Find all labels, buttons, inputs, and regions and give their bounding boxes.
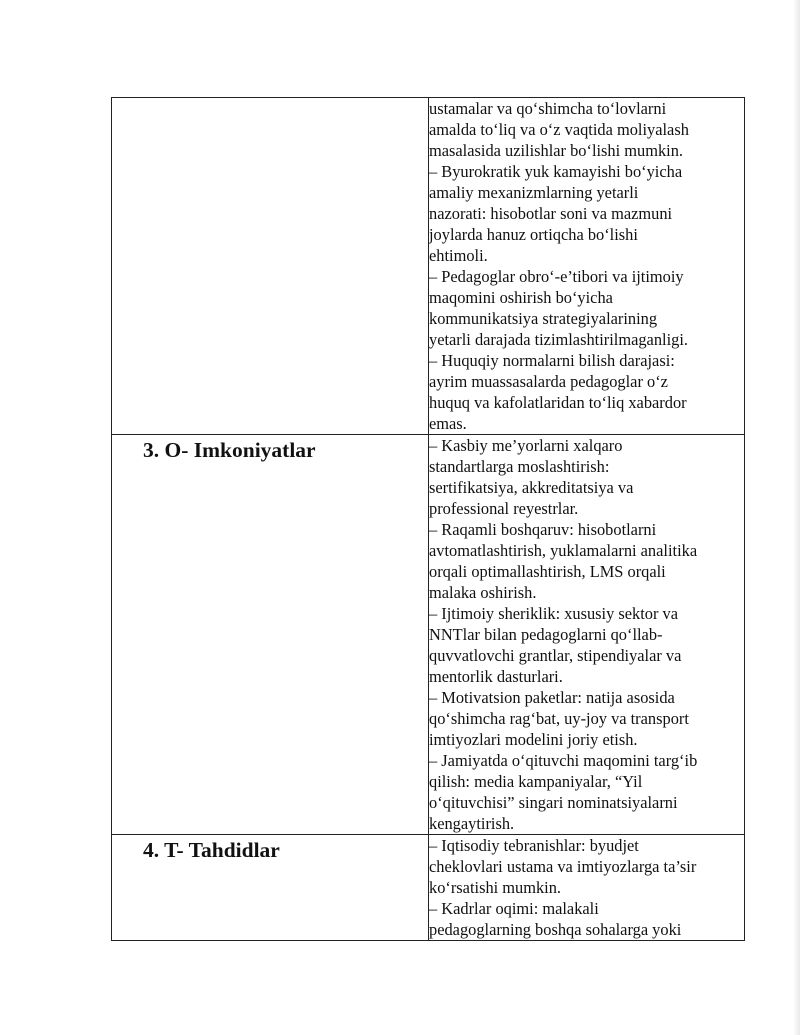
table-row-threats xyxy=(112,835,745,941)
text-line: – Huquqiy normalarni bilish darajasi: xyxy=(429,351,675,370)
description-cell xyxy=(429,835,745,941)
swot-table xyxy=(111,97,745,941)
category-heading: 3. O- Imkoniyatlar xyxy=(143,438,316,462)
category-heading: 4. T- Tahdidlar xyxy=(143,838,280,862)
category-heading xyxy=(112,98,428,100)
text-line: – Kasbiy me’yorlarni xalqaro xyxy=(429,436,623,455)
text-line: quvvatlovchi grantlar, stipendiyalar va xyxy=(429,646,682,665)
description-cell xyxy=(429,98,745,435)
text-line: huquq va kafolatlaridan to‘liq xabardor xyxy=(429,393,687,412)
category-cell xyxy=(112,98,429,435)
text-line: ayrim muassasalarda pedagoglar o‘z xyxy=(429,372,668,391)
text-line: NNTlar bilan pedagoglarni qo‘llab- xyxy=(429,625,663,644)
text-line: – Pedagoglar obro‘-e’tibori va ijtimoiy xyxy=(429,267,684,286)
text-line: – Iqtisodiy tebranishlar: byudjet xyxy=(429,836,639,855)
text-line: qilish: media kampaniyalar, “Yil xyxy=(429,772,643,791)
text-line: nazorati: hisobotlar soni va mazmuni xyxy=(429,204,673,223)
category-cell xyxy=(112,435,429,835)
text-line: mentorlik dasturlari. xyxy=(429,667,563,686)
page-edge-shadow xyxy=(793,0,800,1035)
text-line: qo‘shimcha rag‘bat, uy-joy va transport xyxy=(429,709,689,728)
text-line: joylarda hanuz ortiqcha bo‘lishi xyxy=(429,225,638,244)
text-line: – Ijtimoiy sheriklik: xususiy sektor va xyxy=(429,604,679,623)
text-line: ko‘rsatishi mumkin. xyxy=(429,878,562,897)
text-line: standartlarga moslashtirish: xyxy=(429,457,610,476)
text-line: sertifikatsiya, akkreditatsiya va xyxy=(429,478,634,497)
text-line: kommunikatsiya strategiyalarining xyxy=(429,309,658,328)
text-line: ustamalar va qo‘shimcha to‘lovlarni xyxy=(429,99,667,118)
text-line: imtiyozlari modelini joriy etish. xyxy=(429,730,638,749)
category-cell xyxy=(112,835,429,941)
text-line: pedagoglarning boshqa sohalarga yoki xyxy=(429,920,682,939)
text-line: emas. xyxy=(429,414,467,433)
text-line: amalda to‘liq va o‘z vaqtida moliyalash xyxy=(429,120,689,139)
text-line: ehtimoli. xyxy=(429,246,488,265)
text-line: yetarli darajada tizimlashtirilmaganligi. xyxy=(429,330,688,349)
text-line: – Raqamli boshqaruv: hisobotlarni xyxy=(429,520,657,539)
text-line: – Motivatsion paketlar: natija asosida xyxy=(429,688,675,707)
text-line: o‘qituvchisi” singari nominatsiyalarni xyxy=(429,793,678,812)
text-line: maqomini oshirish bo‘yicha xyxy=(429,288,613,307)
text-line: malaka oshirish. xyxy=(429,583,537,602)
text-line: amaliy mexanizmlarning yetarli xyxy=(429,183,639,202)
text-line: masalasida uzilishlar bo‘lishi mumkin. xyxy=(429,141,684,160)
text-line: – Byurokratik yuk kamayishi bo‘yicha xyxy=(429,162,683,181)
text-line: – Kadrlar oqimi: malakali xyxy=(429,899,599,918)
table-row-weaknesses-continued xyxy=(112,98,745,435)
text-line: avtomatlashtirish, yuklamalarni analitika xyxy=(429,541,698,560)
table-row-opportunities xyxy=(112,435,745,835)
description-cell xyxy=(429,435,745,835)
text-line: kengaytirish. xyxy=(429,814,515,833)
text-line: orqali optimallashtirish, LMS orqali xyxy=(429,562,666,581)
text-line: – Jamiyatda o‘qituvchi maqomini targ‘ib xyxy=(429,751,698,770)
text-line: professional reyestrlar. xyxy=(429,499,579,518)
text-line: cheklovlari ustama va imtiyozlarga ta’sir xyxy=(429,857,697,876)
